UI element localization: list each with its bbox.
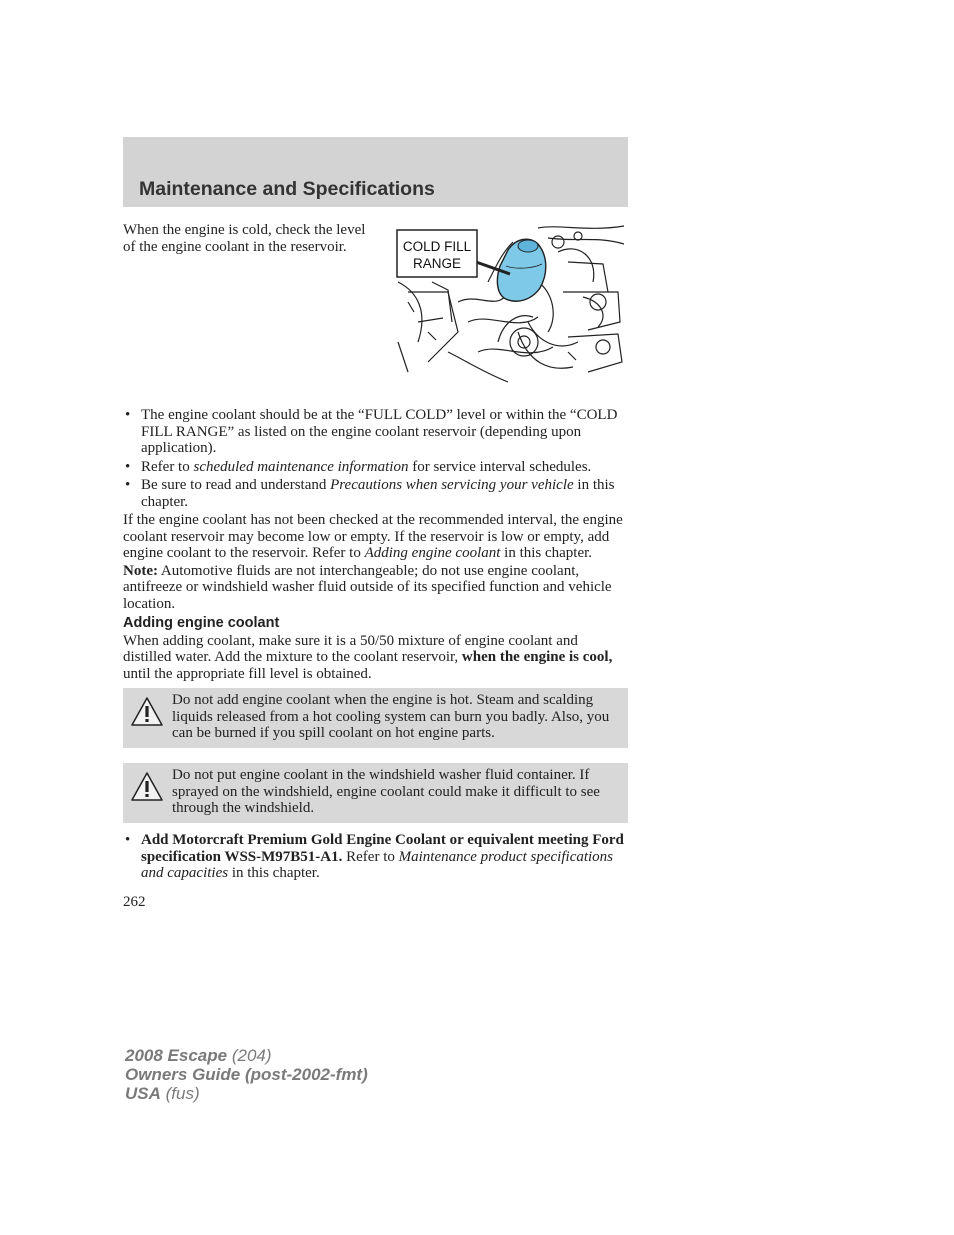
check-bullet-list — [123, 407, 628, 510]
document-footer — [125, 1046, 368, 1103]
cross-reference: Maintenance product specifications and capacities — [141, 848, 614, 881]
paragraph-text: If the engine coolant has not been checked at the recommended interval, the engine coolant reservoir may become low or empty. If the reservoir is low or empty, add engine coolant to the reservoir. Refer to — [123, 512, 623, 561]
section-title: Maintenance and Specifications — [139, 178, 435, 200]
paragraph-text: in this chapter. — [500, 545, 593, 561]
list-item — [123, 832, 628, 882]
list-item — [123, 477, 628, 510]
warning-text: Do not add engine coolant when the engine is hot. Steam and scalding liquids released from a hot cooling system can burn you badly. Also, you can be burned if you spill coolant on hot engine parts. — [172, 692, 610, 741]
callout-line-2: RANGE — [412, 256, 462, 271]
footer-line — [125, 1046, 368, 1065]
emphasis-text: when the engine is cool, — [461, 649, 613, 665]
cross-reference: Precautions when servicing your vehicle — [330, 477, 574, 493]
footer-line — [125, 1084, 368, 1103]
list-item — [123, 407, 628, 457]
paragraph-text: When adding coolant, make sure it is a 50/50 mixture of engine coolant and distilled water. Add the mixture to the coolant reservoir, — [123, 632, 578, 665]
bullet-text: in this chapter. — [228, 865, 320, 881]
note-label: Note: — [123, 562, 158, 579]
page-content — [123, 222, 628, 910]
paragraph-check-interval — [123, 512, 628, 562]
subheading: Adding engine coolant — [123, 615, 280, 631]
warning-box — [123, 763, 628, 823]
footer-code: (fus) — [165, 1084, 200, 1103]
coolant-reservoir-illustration — [388, 222, 628, 390]
bullet-text: The engine coolant should be at the “FULL COLD” level or within the “COLD FILL RANGE” as listed on the engine coolant reservoir (depending upon application). — [141, 407, 618, 456]
bullet-text: Refer to — [342, 848, 399, 865]
paragraph-text: until the appropriate fill level is obtained. — [123, 665, 372, 682]
footer-line — [125, 1065, 368, 1084]
footer-code: (204) — [231, 1046, 272, 1065]
warning-text: Do not put engine coolant in the windshield washer fluid container. If sprayed on the windshield, engine coolant could make it difficult to see through the windshield. — [172, 767, 600, 816]
bullet-text: Refer to — [141, 458, 194, 475]
callout-line-1: COLD FILL — [402, 239, 472, 254]
list-item — [123, 459, 628, 476]
note-paragraph — [123, 563, 628, 613]
warning-box — [123, 688, 628, 748]
footer-model: 2008 Escape — [125, 1046, 228, 1065]
bullet-text: for service interval schedules. — [408, 458, 592, 475]
paragraph-adding — [123, 633, 628, 683]
bullet-text: in this chapter. — [141, 477, 615, 510]
note-text: Automotive fluids are not interchangeable; do not use engine coolant, antifreeze or windshield washer fluid outside of its specified function and vehicle location. — [123, 562, 612, 612]
coolant-bullet-list — [123, 832, 628, 882]
footer-market: USA — [125, 1084, 161, 1103]
bullet-text: Be sure to read and understand — [141, 477, 331, 493]
intro-row — [123, 222, 628, 394]
page-number: 262 — [123, 893, 146, 910]
intro-text: When the engine is cold, check the level of the engine coolant in the reservoir. — [123, 222, 366, 255]
cross-reference: Adding engine coolant — [364, 545, 501, 561]
section-header — [123, 137, 628, 207]
warning-triangle-icon — [130, 771, 164, 803]
cross-reference: scheduled maintenance information — [193, 458, 409, 475]
footer-guide: Owners Guide (post-2002-fmt) — [125, 1065, 368, 1084]
warning-triangle-icon — [130, 696, 164, 728]
emphasis-text: Add Motorcraft Premium Gold Engine Coolant or equivalent meeting Ford specification WSS-M97B51-A1. — [141, 832, 624, 865]
